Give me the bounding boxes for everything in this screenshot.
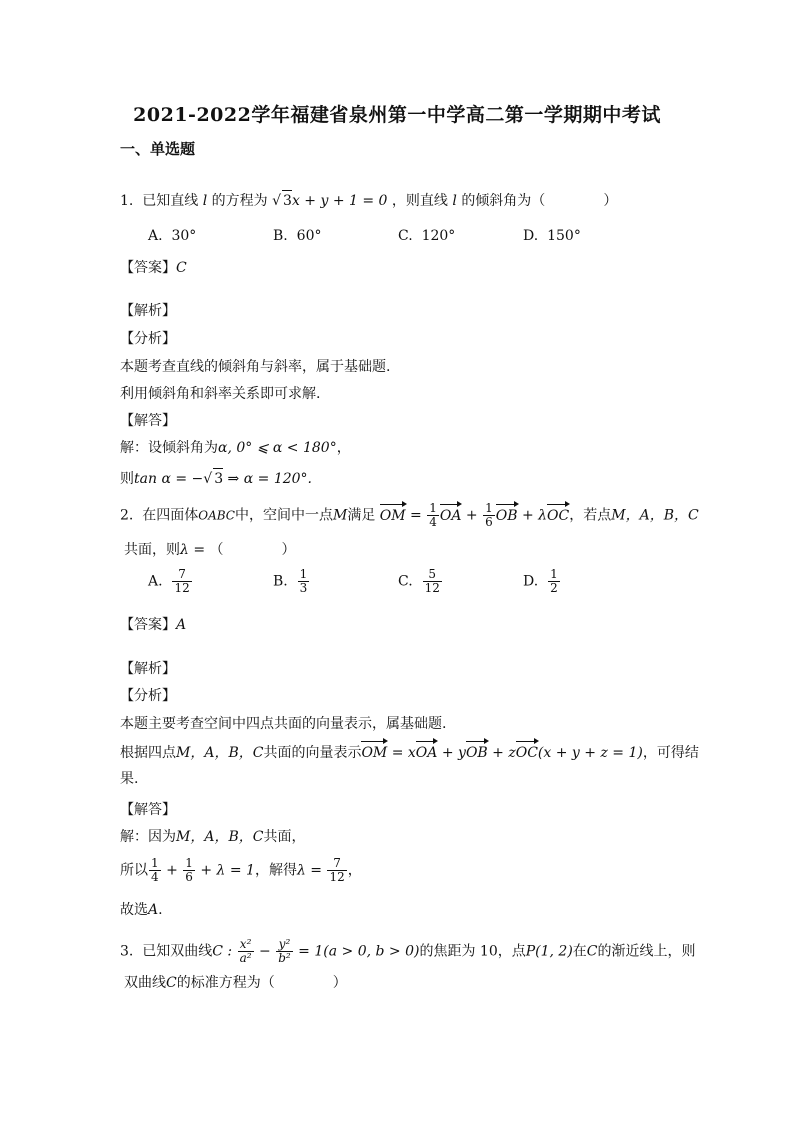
analysis-text: 本题考查直线的倾斜角与斜率，属于基础题. bbox=[120, 359, 391, 375]
option-b: B. $\frac{1}{3}$ bbox=[273, 567, 308, 595]
solution-heading: 【解答】 bbox=[120, 413, 176, 429]
solution-heading: 【解答】 bbox=[120, 802, 176, 818]
question-number: 3. bbox=[120, 943, 134, 960]
analysis-text: 果. bbox=[120, 771, 139, 787]
answer: 【答案】C bbox=[120, 260, 187, 276]
analysis-text: 利用倾斜角和斜率关系即可求解. bbox=[120, 386, 321, 402]
option-a: A. 30° bbox=[148, 228, 197, 244]
math-var: l bbox=[202, 193, 208, 209]
analysis-text: 本题主要考查空间中四点共面的向量表示，属基础题. bbox=[120, 716, 447, 732]
solution-line: 解：设倾斜角为α, 0° ⩽ α < 180°， bbox=[120, 440, 351, 456]
math-expression: x + y + 1 = 0 bbox=[291, 193, 388, 209]
option-b: B. 60° bbox=[273, 228, 322, 244]
option-d: D. 150° bbox=[523, 228, 581, 244]
page-title: 2021-2022学年福建省泉州第一中学高二第一学期期中考试 bbox=[133, 104, 661, 126]
analysis-text: 根据四点M，A，B，C共面的向量表示OM = xOA + yOB + zOC(x + y + z = 1)，可得结 bbox=[120, 745, 699, 761]
question-number: 1. bbox=[120, 193, 134, 209]
solution-line: 解：因为M，A，B，C共面， bbox=[120, 829, 306, 845]
option-d: D. $\frac{1}{2}$ bbox=[523, 567, 558, 595]
question-2-line-2: 共面，则λ = （ ） bbox=[124, 542, 296, 558]
question-text: 已知直线 bbox=[142, 193, 199, 209]
solution-line: 故选A. bbox=[120, 902, 163, 918]
question-text: 的方程为 bbox=[211, 193, 268, 209]
math-expression: √ 3 bbox=[272, 193, 292, 209]
analysis-sub-heading: 【分析】 bbox=[120, 331, 176, 347]
paren-close: ） bbox=[603, 193, 618, 209]
math-var: l bbox=[452, 193, 457, 209]
analysis-heading: 【解析】 bbox=[120, 661, 176, 677]
solution-line: 则tan α = −√ 3 ⇒ α = 120°. bbox=[120, 468, 312, 489]
question-text: ，则直线 bbox=[391, 193, 448, 209]
analysis-heading: 【解析】 bbox=[120, 303, 176, 319]
question-number: 2. bbox=[120, 507, 134, 524]
question-3: 3. 已知双曲线C : $\frac{\text{x²}}{\text{a²}}$ − $\frac{\text{y²}}{\text{b²}}$ = 1(a > 0, b > 0)的焦距为 10，点P(1, 2)在C的渐近线上，则 bbox=[120, 937, 696, 965]
option-a: A. $\frac{7}{12}$ bbox=[148, 567, 190, 595]
analysis-sub-heading: 【分析】 bbox=[120, 688, 176, 704]
section-heading: 一、单选题 bbox=[120, 140, 196, 158]
option-c: C. 120° bbox=[398, 228, 456, 244]
option-c: C. $\frac{5}{12}$ bbox=[398, 567, 440, 595]
question-text: 的倾斜角为（ bbox=[461, 193, 546, 209]
answer: 【答案】A bbox=[120, 617, 187, 633]
question-1 bbox=[120, 190, 617, 211]
question-2: 2. 在四面体OABC中，空间中一点M满足 OM = $\frac{1}{4}$ OA + $\frac{1}{6}$ OB + λOC，若点M，A，B，C bbox=[120, 501, 699, 529]
question-3-line-2: 双曲线C的标准方程为（ ） bbox=[124, 975, 347, 991]
solution-line: 所以 $\frac{1}{4}$ + $\frac{1}{6}$ + λ = 1，解得λ = $\frac{7}{12}$ ， bbox=[120, 856, 362, 884]
sqrt-radicand: 3 bbox=[282, 190, 292, 211]
